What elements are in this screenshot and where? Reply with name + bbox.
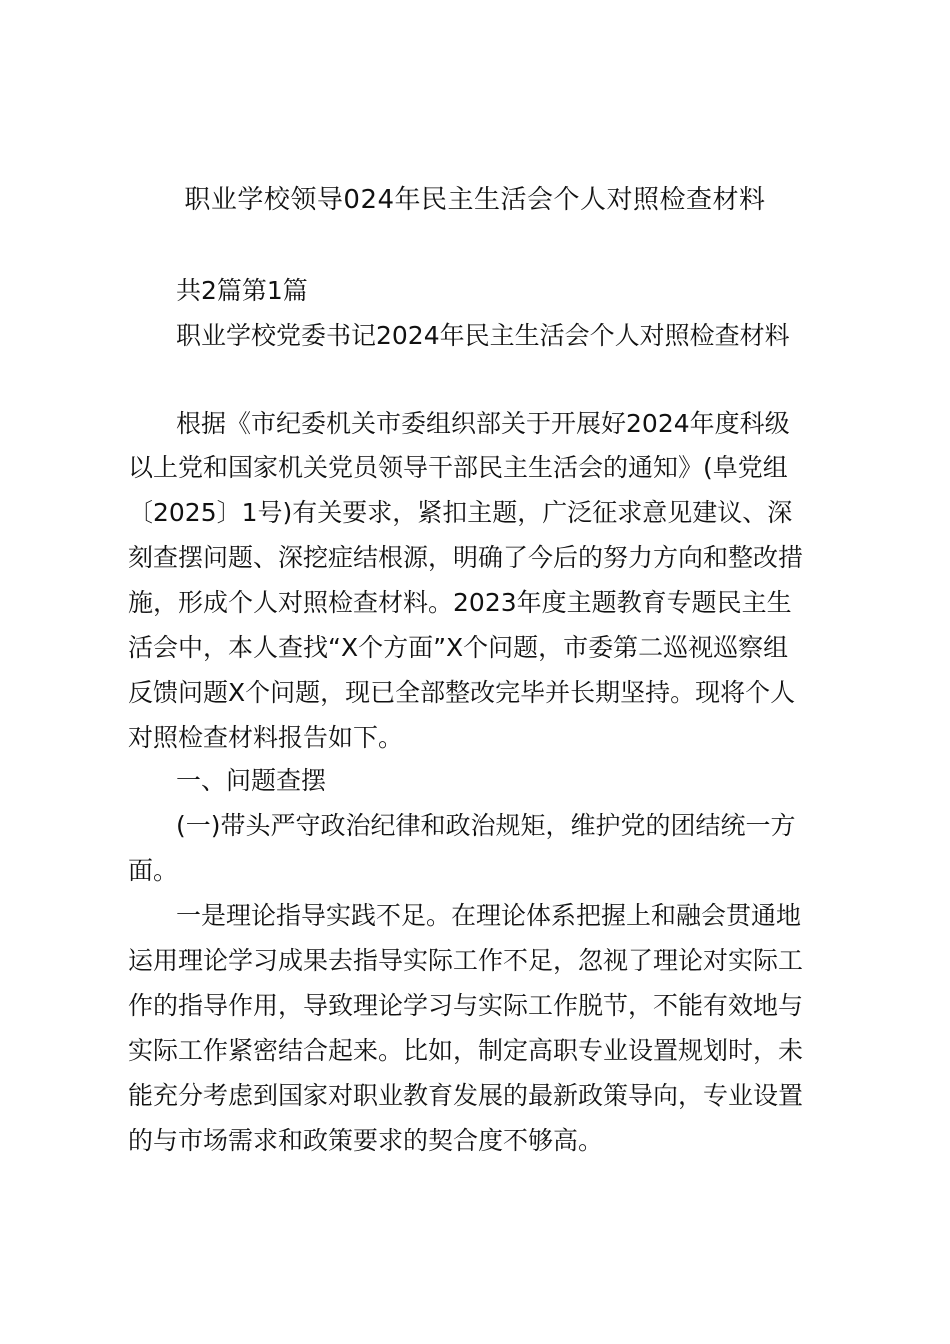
subsection-heading-line-1: (一)带头严守政治纪律和政治规矩，维护党的团结统一方 [176, 811, 796, 840]
point-line-2: 运用理论学习成果去指导实际工作不足，忽视了理论对实际工 [128, 946, 804, 975]
body-line-4: 刻查摆问题、深挖症结根源，明确了今后的努力方向和整改措 [128, 543, 804, 572]
article-heading: 职业学校党委书记2024年民主生活会个人对照检查材料 [176, 321, 790, 350]
point-line-1: 一是理论指导实践不足。在理论体系把握上和融会贯通地 [176, 901, 802, 930]
point-line-6: 的与市场需求和政策要求的契合度不够高。 [128, 1126, 604, 1155]
subsection-heading-line-2: 面。 [128, 856, 179, 885]
body-line-3: 〔2025〕1号)有关要求，紧扣主题，广泛征求意见建议、深 [128, 498, 793, 527]
body-line-7: 反馈问题X个问题，现已全部整改完毕并长期坚持。现将个人 [128, 678, 796, 707]
article-count: 共2篇第1篇 [176, 276, 308, 305]
document-title: 职业学校领导024年民主生活会个人对照检查材料 [184, 185, 766, 215]
point-line-5: 能充分考虑到国家对职业教育发展的最新政策导向，专业设置 [128, 1081, 804, 1110]
body-line-5: 施，形成个人对照检查材料。2023年度主题教育专题民主生 [128, 588, 792, 617]
point-line-4: 实际工作紧密结合起来。比如，制定高职专业设置规划时，未 [128, 1036, 804, 1065]
body-line-8: 对照检查材料报告如下。 [128, 723, 404, 752]
body-line-2: 以上党和国家机关党员领导干部民主生活会的通知》(阜党组 [128, 453, 788, 482]
body-line-6: 活会中，本人查找“X个方面”X个问题，市委第二巡视巡察组 [128, 633, 789, 662]
section-heading: 一、问题查摆 [176, 766, 327, 795]
body-line-1: 根据《市纪委机关市委组织部关于开展好2024年度科级 [176, 409, 790, 438]
point-line-3: 作的指导作用，导致理论学习与实际工作脱节，不能有效地与 [128, 991, 804, 1020]
